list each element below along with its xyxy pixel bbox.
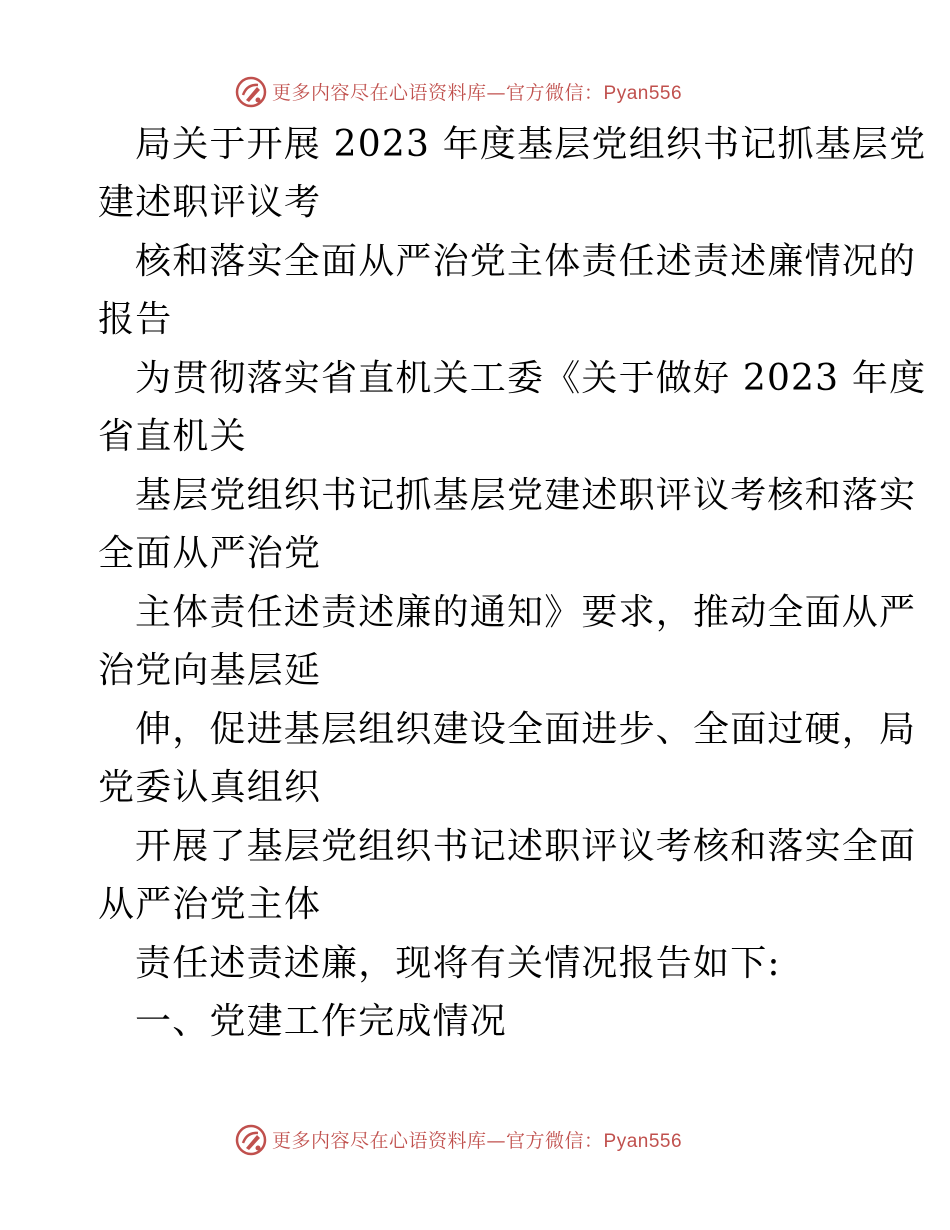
text-line: 伸，促进基层组织建设全面进步、全面过硬，局 [135,709,917,750]
watermark-footer [0,1120,950,1160]
text-line: 基层党组织书记抓基层党建述职评议考核和落实 [135,475,917,516]
text-line: 报告 [98,299,173,340]
watermark-prefix: 更多内容尽在心语资料库—官方微信： [272,82,604,104]
text-line: 局关于开展 2023 年度基层党组织书记抓基层党 [135,124,927,165]
text-line: 责任述责述廉，现将有关情况报告如下: [135,943,781,984]
text-line: 全面从严治党 [98,533,322,574]
text-line: 主体责任述责述廉的通知》要求，推动全面从严 [135,592,917,633]
pen-swirl-logo-icon [234,75,268,109]
watermark-header [0,72,950,112]
text-line: 治党向基层延 [98,650,322,691]
watermark-wechat-id: Pyan556 [603,1131,683,1152]
text-line: 开展了基层党组织书记述职评议考核和落实全面 [135,826,917,867]
text-line: 省直机关 [98,416,247,457]
text-line: 核和落实全面从严治党主体责任述责述廉情况的 [135,241,917,282]
watermark-prefix: 更多内容尽在心语资料库—官方微信： [272,1130,604,1152]
text-line: 建述职评议考 [98,182,322,223]
text-line: 为贯彻落实省直机关工委《关于做好 2023 年度 [135,358,927,399]
text-line: 党委认真组织 [98,767,322,808]
section-heading: 一、党建工作完成情况 [135,1001,508,1042]
watermark-wechat-id: Pyan556 [603,83,683,104]
pen-swirl-logo-icon [234,1123,268,1157]
watermark-text [272,1126,682,1153]
watermark-text [272,78,682,105]
text-line: 从严治党主体 [98,884,322,925]
